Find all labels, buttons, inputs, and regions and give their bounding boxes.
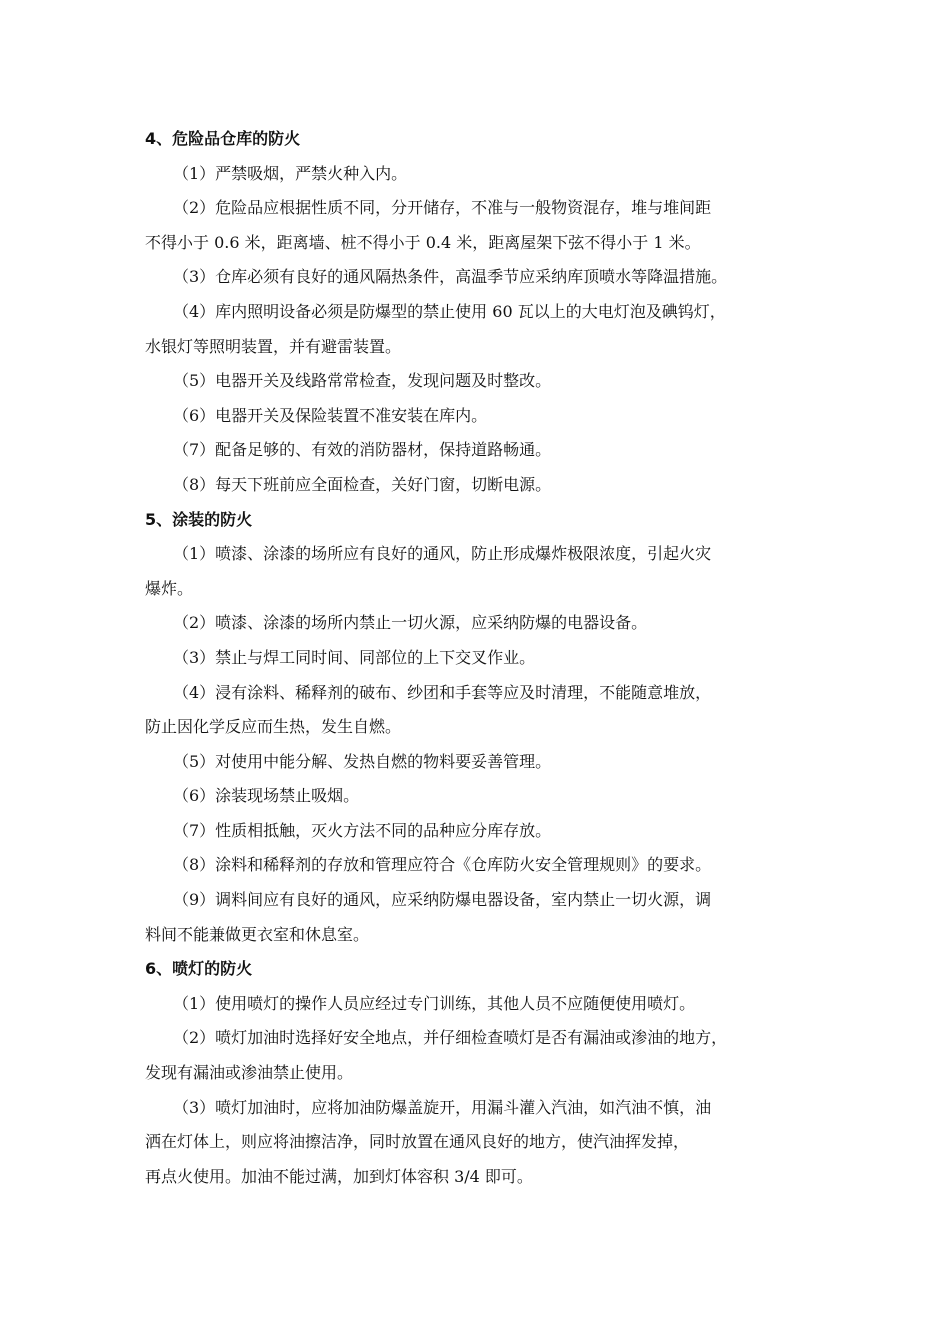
paragraph-line-first: （7）性质相抵触，灭火方法不同的品种应分库存放。 xyxy=(173,820,552,840)
section-heading: 6、喷灯的防火 xyxy=(145,959,253,979)
paragraph-line-continued: 爆炸。 xyxy=(145,578,194,598)
paragraph-line-continued: 再点火使用。加油不能过满，加到灯体容积 3/4 即可。 xyxy=(145,1166,533,1186)
paragraph-line-first: （5）对使用中能分解、发热自燃的物料要妥善管理。 xyxy=(173,751,552,771)
paragraph-line-continued: 发现有漏油或渗油禁止使用。 xyxy=(145,1063,354,1083)
paragraph-line-first: （2）喷灯加油时选择好安全地点，并仔细检查喷灯是否有漏油或渗油的地方， xyxy=(173,1028,728,1048)
paragraph-line-first: （6）电器开关及保险装置不准安装在库内。 xyxy=(173,405,488,425)
paragraph-line-first: （6）涂装现场禁止吸烟。 xyxy=(173,786,360,806)
document-body xyxy=(145,122,817,1194)
paragraph-line-continued: 水银灯等照明装置，并有避雷装置。 xyxy=(145,336,402,356)
paragraph-line-first: （3）禁止与焊工同时间、同部位的上下交叉作业。 xyxy=(173,647,536,667)
paragraph-line-first: （4）浸有涂料、稀释剂的破布、纱团和手套等应及时清理，不能随意堆放， xyxy=(173,682,712,702)
paragraph-line-first: （1）严禁吸烟，严禁火种入内。 xyxy=(173,163,408,183)
paragraph-line-first: （2）喷漆、涂漆的场所内禁止一切火源，应采纳防爆的电器设备。 xyxy=(173,613,648,633)
paragraph-line-continued: 不得小于 0.6 米，距离墙、桩不得小于 0.4 米，距离屋架下弦不得小于 1 米。 xyxy=(145,232,701,252)
paragraph-line-first: （1）喷漆、涂漆的场所应有良好的通风，防止形成爆炸极限浓度，引起火灾 xyxy=(173,544,712,564)
paragraph-line-first: （8）每天下班前应全面检查，关好门窗，切断电源。 xyxy=(173,474,552,494)
paragraph-line-first: （9）调料间应有良好的通风，应采纳防爆电器设备，室内禁止一切火源，调 xyxy=(173,890,712,910)
paragraph-line-first: （5）电器开关及线路常常检查，发现问题及时整改。 xyxy=(173,371,552,391)
section-heading: 5、涂装的防火 xyxy=(145,509,253,529)
paragraph-line-continued: 防止因化学反应而生热，发生自燃。 xyxy=(145,717,402,737)
paragraph-line-first: （3）仓库必须有良好的通风隔热条件，高温季节应采纳库顶喷水等降温措施。 xyxy=(173,267,728,287)
paragraph-line-first: （8）涂料和稀释剂的存放和管理应符合《仓库防火安全管理规则》的要求。 xyxy=(173,855,712,875)
paragraph-line-first: （3）喷灯加油时，应将加油防爆盖旋开，用漏斗灌入汽油，如汽油不慎，油 xyxy=(173,1097,712,1117)
paragraph-line-first: （1）使用喷灯的操作人员应经过专门训练，其他人员不应随便使用喷灯。 xyxy=(173,993,696,1013)
paragraph-line-first: （7）配备足够的、有效的消防器材，保持道路畅通。 xyxy=(173,440,552,460)
paragraph-line-first: （2）危险品应根据性质不同，分开储存，不准与一般物资混存，堆与堆间距 xyxy=(173,198,712,218)
paragraph-line-first: （4）库内照明设备必须是防爆型的禁止使用 60 瓦以上的大电灯泡及碘钨灯， xyxy=(173,301,726,321)
paragraph-line-continued: 料间不能兼做更衣室和休息室。 xyxy=(145,924,370,944)
section-heading: 4、危险品仓库的防火 xyxy=(145,129,301,148)
paragraph-line-continued: 洒在灯体上，则应将油擦洁净，同时放置在通风良好的地方，使汽油挥发掉， xyxy=(145,1132,690,1152)
